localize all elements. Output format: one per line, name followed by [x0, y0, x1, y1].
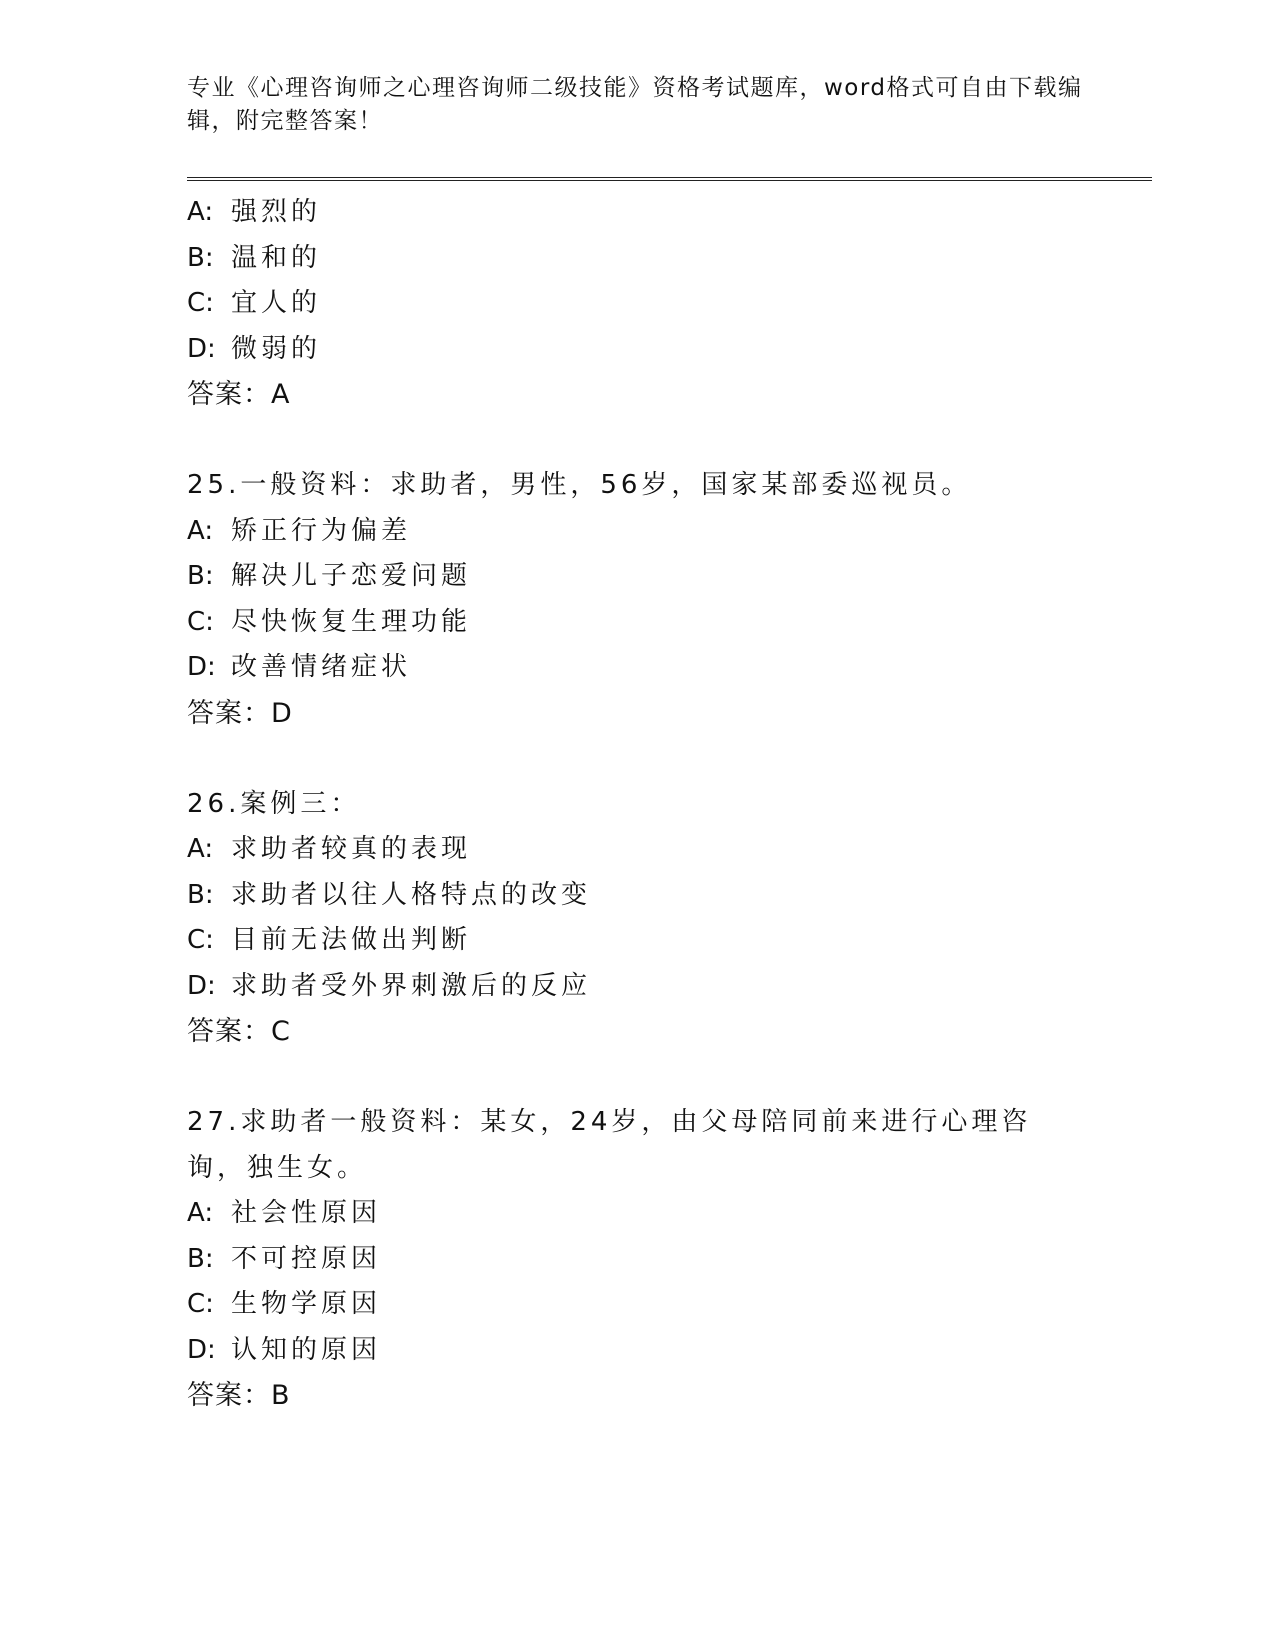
option-b	[187, 1237, 1087, 1283]
question-25	[187, 463, 1087, 737]
option-key: D:	[187, 1334, 216, 1365]
question-stem: 26.案例三：	[187, 788, 361, 819]
option-text: 微弱的	[231, 333, 322, 364]
option-key: C:	[187, 288, 214, 318]
option-text: 改善情绪症状	[231, 652, 412, 682]
option-text: 求助者受外界刺激后的反应	[231, 970, 592, 1001]
option-key: A:	[187, 197, 214, 227]
option-key: D:	[187, 333, 216, 364]
option-d	[187, 645, 1087, 691]
option-text: 尽快恢复生理功能	[231, 606, 472, 637]
page-header	[187, 72, 1087, 138]
option-key: A:	[187, 515, 214, 546]
option-text: 认知的原因	[231, 1334, 382, 1365]
option-a	[187, 1191, 1087, 1237]
option-key: C:	[187, 1289, 214, 1319]
option-key: D:	[187, 652, 216, 682]
option-text: 生物学原因	[231, 1289, 382, 1319]
option-text: 解决儿子恋爱问题	[231, 561, 472, 591]
option-c	[187, 281, 1087, 327]
option-c	[187, 1282, 1087, 1328]
option-key: D:	[187, 970, 216, 1001]
option-a	[187, 827, 1087, 873]
option-text: 社会性原因	[231, 1198, 382, 1228]
option-key: A:	[187, 1198, 214, 1228]
option-key: B:	[187, 879, 214, 910]
option-key: A:	[187, 834, 214, 864]
option-key: B:	[187, 1243, 214, 1274]
option-text: 温和的	[231, 242, 322, 273]
option-text: 求助者以往人格特点的改变	[231, 879, 592, 910]
option-text: 求助者较真的表现	[231, 834, 472, 864]
option-a	[187, 190, 1087, 236]
option-c	[187, 600, 1087, 646]
option-b	[187, 873, 1087, 919]
question-stem: 25.一般资料：求助者，男性，56岁，国家某部委巡视员。	[187, 470, 972, 500]
question-list	[187, 190, 1087, 1464]
option-d	[187, 964, 1087, 1010]
option-key: C:	[187, 925, 214, 955]
option-b	[187, 554, 1087, 600]
option-text: 不可控原因	[231, 1243, 382, 1274]
answer-line: 答案：B	[187, 1380, 291, 1411]
option-d	[187, 327, 1087, 373]
header-text: 专业《心理咨询师之心理咨询师二级技能》资格考试题库，word格式可自由下载编辑，附完整答案！	[187, 75, 1083, 134]
header-divider	[187, 177, 1152, 181]
option-c	[187, 918, 1087, 964]
question-24	[187, 190, 1087, 418]
option-key: C:	[187, 606, 214, 637]
question-stem: 27.求助者一般资料：某女，24岁，由父母陪同前来进行心理咨询，独生女。	[187, 1107, 1032, 1183]
option-a	[187, 509, 1087, 555]
option-key: B:	[187, 561, 214, 591]
option-b	[187, 236, 1087, 282]
option-text: 目前无法做出判断	[231, 925, 472, 955]
option-text: 矫正行为偏差	[231, 515, 412, 546]
option-text: 宜人的	[231, 288, 322, 318]
question-26	[187, 782, 1087, 1056]
option-key: B:	[187, 242, 214, 273]
answer-line: 答案：C	[187, 1016, 291, 1047]
option-d	[187, 1328, 1087, 1374]
option-text: 强烈的	[231, 197, 322, 227]
answer-line: 答案：D	[187, 697, 293, 729]
answer-line: 答案：A	[187, 379, 291, 410]
question-27	[187, 1100, 1087, 1419]
